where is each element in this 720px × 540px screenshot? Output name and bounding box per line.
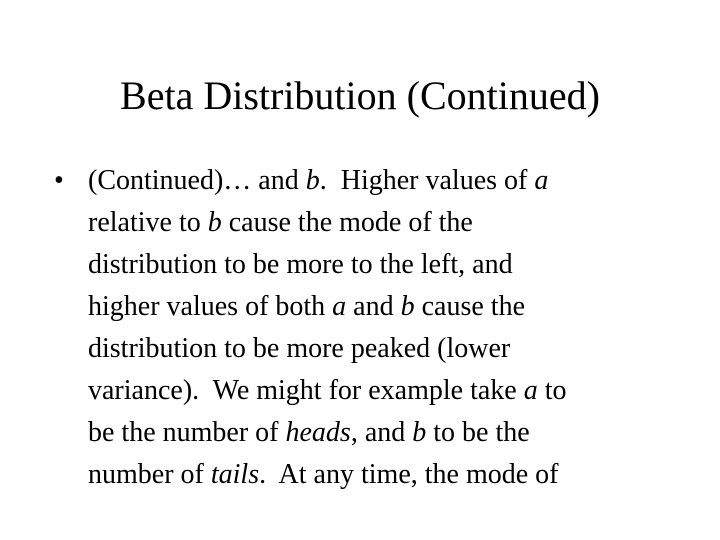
- text-run: to be the: [426, 417, 530, 448]
- text-run: cause the: [414, 291, 525, 322]
- text-line: [88, 160, 678, 202]
- text-run: distribution to be more peaked (lower: [88, 333, 511, 364]
- text-line: [88, 412, 678, 454]
- bullet-text: [88, 160, 678, 496]
- text-line: [88, 454, 678, 496]
- text-run: and: [346, 291, 401, 322]
- italic-term: b: [412, 417, 427, 448]
- text-line: [88, 202, 678, 244]
- text-run: . Higher values of: [319, 165, 535, 196]
- italic-term: a: [332, 291, 347, 322]
- text-run: (Continued)… and: [88, 165, 306, 196]
- text-run: variance). We might for example take: [88, 375, 524, 406]
- italic-term: heads: [285, 417, 351, 448]
- text-line: [88, 370, 678, 412]
- italic-term: tails: [210, 459, 260, 490]
- slide-title: Beta Distribution (Continued): [120, 73, 600, 118]
- text-run: to: [537, 375, 567, 406]
- text-line: [88, 244, 678, 286]
- italic-term: b: [305, 165, 320, 196]
- text-line: [88, 328, 678, 370]
- italic-term: b: [400, 291, 415, 322]
- text-line: [88, 286, 678, 328]
- text-run: be the number of: [88, 417, 286, 448]
- italic-term: a: [534, 165, 549, 196]
- italic-term: a: [523, 375, 538, 406]
- text-run: , and: [350, 417, 413, 448]
- text-run: distribution to be more to the left, and: [88, 249, 513, 280]
- text-run: higher values of both: [88, 291, 333, 322]
- text-run: number of: [88, 459, 211, 490]
- text-run: . At any time, the mode of: [259, 459, 559, 490]
- text-run: relative to: [88, 207, 208, 238]
- text-run: cause the mode of the: [221, 207, 473, 238]
- italic-term: b: [207, 207, 222, 238]
- bullet-marker: •: [54, 165, 64, 196]
